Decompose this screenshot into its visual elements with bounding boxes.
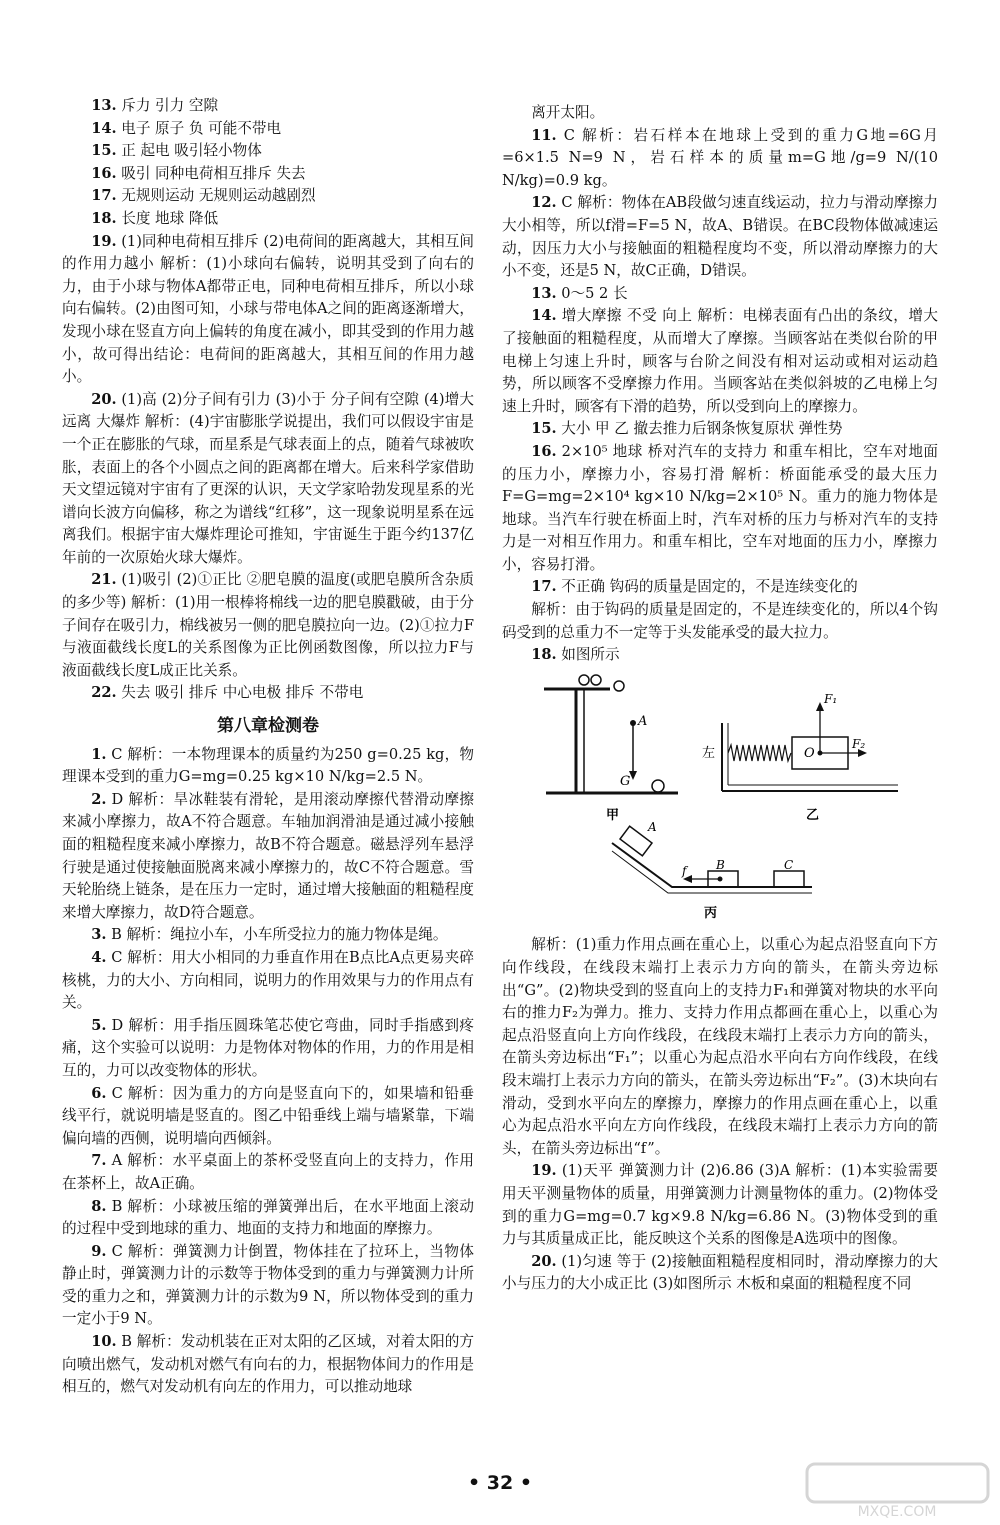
- answer-item: [62, 682, 474, 705]
- label-bing: 丙: [704, 905, 718, 921]
- answer-number: 20.: [91, 390, 117, 408]
- answer-item: [502, 576, 938, 599]
- answer-number: 14.: [531, 307, 557, 325]
- label-A: A: [638, 713, 648, 729]
- answer-text: C 解析：岩石样本在地球上受到的重力G地=6G月=6×1.5 N=9 N，岩石样本的质量m=G地/g=9 N/(10 N/kg)=0.9 kg。: [502, 126, 938, 189]
- answer-item: [62, 1196, 474, 1241]
- answer-item: [502, 599, 938, 644]
- answer-number: 18.: [91, 209, 117, 227]
- answer-number: 6.: [91, 1084, 107, 1102]
- answer-list-left-2: [62, 744, 474, 1399]
- answer-item: [502, 283, 938, 306]
- answer-item: [62, 163, 474, 186]
- answer-item: [62, 1241, 474, 1331]
- answer-item: [62, 389, 474, 570]
- answer-number: 11.: [531, 126, 557, 144]
- answer-item: [502, 305, 938, 418]
- answer-text: (1)高 (2)分子间有引力 (3)小于 分子间有空隙 (4)增大 远离 大爆炸 解析：(4)宇宙膨胀学说提出，我们可以假设宇宙是一个正在膨胀的气球，而星系是气球表面上的点，随着气球被吹胀，表面上的各个小圆点之间的距离都在增大。后来科学家借助天文望远镜对宇宙有了更深的认识，天文学家哈勃发现星系的光谱向长波方向偏移，称之为谱线“红移”，这一现象说明星系在远离我们。根据宇宙大爆炸理论可推知，宇宙诞生于距今约137亿年前的一次原始火球大爆炸。: [62, 390, 474, 566]
- answer-list-right-2: [502, 934, 938, 1296]
- answer-text: 离开太阳。: [531, 104, 605, 121]
- answer-number: 16.: [531, 442, 557, 460]
- answer-text: (1)同种电荷相互排斥 (2)电荷间的距离越大，其相互间的作用力越小 解析：(1)小球向右偏转，说明其受到了向右的力，由于小球与物体A都带正电，同种电荷相互排斥，所以小球向右偏转。(2)由图可知，小球与带电体A之间的距离逐渐增大，发现小球在竖直方向上偏转的角度在减小，即其受到的作用力越小，故可得出结论：电荷间的距离越大，其相互间的作用力越小。: [62, 232, 474, 386]
- answer-item: [502, 1251, 938, 1296]
- watermark-text: MXQE.COM: [857, 1504, 937, 1520]
- answer-number: 22.: [91, 684, 117, 702]
- answer-list-left: [62, 95, 474, 705]
- answer-item: [62, 185, 474, 208]
- label-A2: A: [648, 819, 657, 834]
- answer-text: 增大摩擦 不受 向上 解析：电梯表面有凸出的条纹，增大了接触面的粗糙程度，从而增大了摩擦。当顾客站在类似台阶的甲电梯上匀速上升时，顾客与台阶之间没有相对运动或相对运动趋势，所以顾客不受摩擦力作用。当顾客站在类似斜坡的乙电梯上匀速上升时，顾客有下滑的趋势，所以受到向上的摩擦力。: [502, 307, 938, 415]
- answer-item: [62, 231, 474, 389]
- answer-number: 15.: [91, 142, 117, 160]
- section-title: 第八章检测卷: [217, 716, 319, 737]
- answer-text: 不正确 钩码的质量是固定的，不是连续变化的: [561, 578, 858, 596]
- figure-bing: [612, 820, 812, 921]
- answer-number: 15.: [531, 420, 557, 438]
- answer-number: 2.: [91, 790, 107, 808]
- force-diagram-figure: [502, 673, 938, 925]
- watermark-logo: [805, 1462, 990, 1520]
- answer-text: B 解析：发动机装在正对太阳的乙区域，对着太阳的方向喷出燃气，发动机对燃气有向右的力，根据物体间力的作用是相互的，燃气对发动机有向左的作用力，可以推动地球: [62, 1333, 474, 1396]
- answer-item: [62, 208, 474, 231]
- answer-item: [62, 118, 474, 141]
- answer-number: 19.: [91, 232, 117, 250]
- answer-number: 20.: [531, 1252, 557, 1270]
- answer-item: [62, 1331, 474, 1399]
- answer-item: [502, 441, 938, 577]
- answer-text: C 解析：用大小相同的力垂直作用在B点比A点更易夹碎核桃，力的大小、方向相同，说明力的作用效果与力的作用点有关。: [62, 948, 475, 1012]
- answer-number: 19.: [531, 1162, 557, 1180]
- answer-number: 5.: [91, 1016, 107, 1034]
- answer-item: [62, 1083, 474, 1151]
- answer-list-right: [502, 102, 938, 667]
- answer-text: 正 起电 吸引轻小物体: [121, 142, 262, 160]
- answer-text: C 解析：一本物理课本的质量约为250 g=0.25 kg，物理课本受到的重力G=mg=0.25 kg×10 N/kg=2.5 N。: [62, 745, 474, 786]
- label-O: O: [804, 745, 815, 761]
- figure-yi: [702, 692, 898, 823]
- answer-text: C 解析：因为重力的方向是竖直向下的，如果墙和铅垂线平行，就说明墙是竖直的。图乙中铅垂线上端与墙紧靠，下端偏向墙的西侧，说明墙向西倾斜。: [62, 1084, 475, 1147]
- answer-item: [62, 947, 474, 1015]
- left-column: [62, 95, 474, 1399]
- answer-text: (1)匀速 等于 (2)接触面粗糙程度相同时，滑动摩擦力的大小与压力的大小成正比 (3)如图所示 木板和桌面的粗糙程度不同: [502, 1252, 939, 1293]
- answer-item: [502, 102, 938, 125]
- label-F2: F₂: [852, 736, 866, 751]
- label-yi: 乙: [806, 807, 820, 823]
- answer-number: 8.: [91, 1197, 107, 1215]
- label-f: f: [682, 863, 687, 878]
- answer-text: D 解析：旱冰鞋装有滑轮，是用滚动摩擦代替滑动摩擦来减小摩擦力，故A不符合题意。车轴加润滑油是通过减小接触面的粗糙程度来减小摩擦力，故B不符合题意。磁悬浮列车悬浮行驶是通过使接触面脱离来减小摩擦力的，故C不符合题意。雪天轮胎绕上链条，是在压力一定时，通过增大接触面的粗糙程度来增大摩擦力，故D符合题意。: [62, 790, 475, 921]
- answer-number: 4.: [91, 948, 107, 966]
- label-G: G: [620, 773, 631, 789]
- answer-text: 失去 吸引 排斥 中心电极 排斥 不带电: [121, 684, 364, 702]
- figure-jia: [544, 675, 678, 823]
- label-left: 左: [702, 745, 716, 761]
- answer-text: 长度 地球 降低: [121, 209, 219, 227]
- answer-text: 斥力 引力 空隙: [121, 97, 219, 114]
- answer-item: [62, 569, 474, 682]
- answer-text: 0～5 2 长: [561, 284, 628, 302]
- answer-number: 9.: [91, 1242, 107, 1260]
- answer-item: [62, 1015, 474, 1083]
- label-F1: F₁: [824, 691, 838, 706]
- answer-number: 1.: [91, 745, 107, 763]
- answer-number: 14.: [91, 119, 117, 137]
- answer-text: 2×10⁵ 地球 桥对汽车的支持力 和重车相比，空车对地面的压力小，摩擦力小，容易打滑 解析：桥面能承受的最大压力F=G=mg=2×10⁴ kg×10 N/kg=2×10⁵ N。重力的施力物体是地球。当汽车行驶在桥面上时，汽车对桥的压力与桥对汽车的支持力是一对相互作用力。和重车相比，空车对地面的压力小，摩擦力小，容易打滑。: [502, 442, 938, 573]
- answer-text: A 解析：水平桌面上的茶杯受竖直向上的支持力，作用在茶杯上，故A正确。: [62, 1152, 475, 1192]
- answer-item: [62, 744, 474, 789]
- answer-number: 21.: [91, 571, 117, 589]
- answer-item: [502, 125, 938, 193]
- answer-text: 解析：由于钩码的质量是固定的，不是连续变化的，所以4个钩码受到的总重力不一定等于头发能承受的最大拉力。: [502, 601, 938, 641]
- answer-text: C 解析：弹簧测力计倒置，物体挂在了拉环上，当物体静止时，弹簧测力计的示数等于物体受到的重力与弹簧测力计所受的重力之和，弹簧测力计的示数为9 N，所以物体受到的重力一定小于9 N。: [62, 1242, 475, 1328]
- label-C: C: [784, 857, 794, 872]
- answer-item: [502, 1160, 938, 1250]
- answer-text: (1)天平 弹簧测力计 (2)6.86 (3)A 解析：(1)本实验需要用天平测量物体的质量，用弹簧测力计测量物体的重力。(2)物体受到的重力G=mg=0.7 kg×9.8 N/kg=6.86 N。(3)物体受到的重力与其质量成正比，能反映这个关系的图像是A选项中的图像。: [502, 1162, 939, 1248]
- answer-number: 3.: [91, 926, 107, 944]
- answer-number: 13.: [531, 284, 557, 302]
- answer-item: [502, 418, 938, 441]
- answer-number: 16.: [91, 164, 117, 182]
- answer-number: 13.: [91, 97, 117, 114]
- answer-text: 无规则运动 无规则运动越剧烈: [121, 187, 316, 205]
- answer-number: 10.: [91, 1333, 117, 1351]
- answer-item: [502, 934, 938, 1160]
- answer-number: 17.: [91, 187, 117, 205]
- right-column: [502, 102, 938, 1296]
- answer-number: 17.: [531, 578, 557, 596]
- answer-item: [62, 789, 474, 925]
- answer-text: 电子 原子 负 可能不带电: [121, 119, 282, 137]
- answer-text: (1)吸引 (2)①正比 ②肥皂膜的温度(或肥皂膜所含杂质的多少等) 解析：(1)用一根棒将棉线一边的肥皂膜戳破，由于分子间存在吸引力，棉线被另一侧的肥皂膜拉向一边。(2)①拉力F与液面截线长度L的关系图像为正比例函数图像，所以拉力F与液面截线长度L成正比关系。: [62, 571, 474, 679]
- answer-number: 12.: [531, 194, 557, 212]
- answer-text: 吸引 同种电荷相互排斥 失去: [121, 164, 306, 182]
- answer-text: 大小 甲 乙 撤去推力后钢条恢复原状 弹性势: [561, 420, 843, 438]
- answer-item: [62, 95, 474, 118]
- answer-item: [502, 644, 938, 667]
- answer-text: B 解析：绳拉小车，小车所受拉力的施力物体是绳。: [111, 926, 448, 944]
- answer-number: 7.: [91, 1152, 107, 1170]
- answer-item: [502, 192, 938, 282]
- label-jia: 甲: [606, 807, 620, 823]
- answer-text: B 解析：小球被压缩的弹簧弹出后，在水平地面上滚动的过程中受到地球的重力、地面的支持力和地面的摩擦力。: [62, 1197, 474, 1238]
- page-number: • 32 •: [0, 1472, 1000, 1494]
- answer-item: [62, 140, 474, 163]
- answer-number: 18.: [531, 646, 557, 664]
- answer-item: [62, 924, 474, 947]
- answer-text: 如图所示: [561, 646, 620, 664]
- answer-item: [62, 1150, 474, 1195]
- answer-text: C 解析：物体在AB段做匀速直线运动，拉力与滑动摩擦力大小相等，所以f滑=F=5 N，故A、B错误。在BC段物体做减速运动，因压力大小与接触面的粗糙程度均不变，所以滑动摩擦力的大小不变，还是5 N，故C正确，D错误。: [502, 194, 939, 280]
- answer-text: 解析：(1)重力作用点画在重心上，以重心为起点沿竖直向下方向作线段，在线段末端打上表示力方向的箭头，在箭头旁边标出“G”。(2)物块受到的竖直向上的支持力F₁和弹簧对物块的水平向右的推力F₂为弹力。推力、支持力作用点都画在重心上，以重心为起点沿竖直向上方向作线段，在线段末端打上表示力方向的箭头，在箭头旁边标出“F₁”；以重心为起点沿水平向右方向作线段，在线段末端打上表示力方向的箭头，在箭头旁边标出“F₂”。(3)木块向右滑动，受到水平向左的摩擦力，摩擦力的作用点画在重心上，以重心为起点沿水平向左方向作线段，在线段末端打上表示力方向的箭头，在箭头旁边标出“f”。: [502, 936, 938, 1157]
- answer-text: D 解析：用手指压圆珠笔芯使它弯曲，同时手指感到疼痛，这个实验可以说明：力是物体对物体的作用，力的作用是相互的，力可以改变物体的形状。: [62, 1016, 475, 1079]
- label-B: B: [716, 857, 725, 872]
